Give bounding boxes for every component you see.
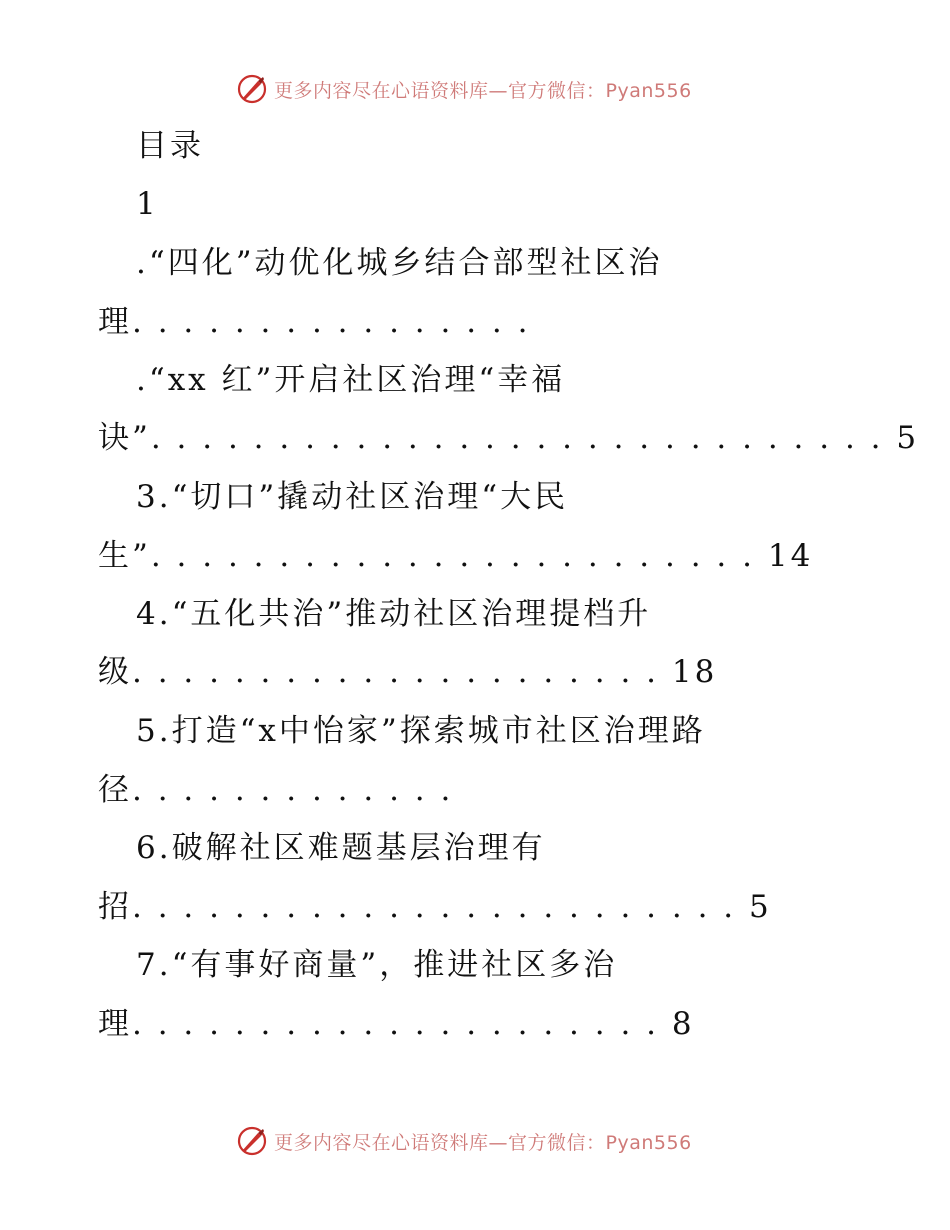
toc-entry-5-leader: 径. . . . . . . . . . . . . xyxy=(98,772,454,808)
toc-entry-4-title: 4.“五化共治”推动社区治理提档升 xyxy=(136,596,652,632)
header-watermark xyxy=(236,72,692,106)
quill-seal-icon xyxy=(236,1125,268,1157)
toc-entry-3-title: 3.“切口”撬动社区治理“大民 xyxy=(136,479,569,515)
toc-entry-1-title: .“四化”动优化城乡结合部型社区治 xyxy=(136,245,663,281)
toc-entry-6-leader: 招. . . . . . . . . . . . . . . . . . . . . . . . 5 xyxy=(98,889,772,925)
toc-entry-2-title: .“xx 红”开启社区治理“幸福 xyxy=(136,362,566,398)
toc-number: 1 xyxy=(136,186,159,222)
watermark-text: 更多内容尽在心语资料库—官方微信：Pyan556 xyxy=(274,1131,692,1154)
toc-entry-4-leader: 级. . . . . . . . . . . . . . . . . . . . . 18 xyxy=(98,654,718,690)
toc-entry-5-title: 5.打造“x中怡家”探索城市社区治理路 xyxy=(136,713,706,749)
toc-entry-7-title: 7.“有事好商量”，推进社区多治 xyxy=(136,947,618,983)
footer-watermark xyxy=(236,1124,692,1158)
toc-entry-6-title: 6.破解社区难题基层治理有 xyxy=(136,830,546,866)
quill-seal-icon xyxy=(236,73,268,105)
toc-title: 目录 xyxy=(136,128,204,164)
toc-entry-2-leader: 诀”. . . . . . . . . . . . . . . . . . . . . . . . . . . . . 5 xyxy=(98,420,920,456)
toc-entry-7-leader: 理. . . . . . . . . . . . . . . . . . . . . 8 xyxy=(98,1006,695,1042)
toc-entry-1-leader: 理. . . . . . . . . . . . . . . . xyxy=(98,304,531,340)
toc-entry-3-leader: 生”. . . . . . . . . . . . . . . . . . . . . . . . 14 xyxy=(98,538,814,574)
watermark-text: 更多内容尽在心语资料库—官方微信：Pyan556 xyxy=(274,79,692,102)
